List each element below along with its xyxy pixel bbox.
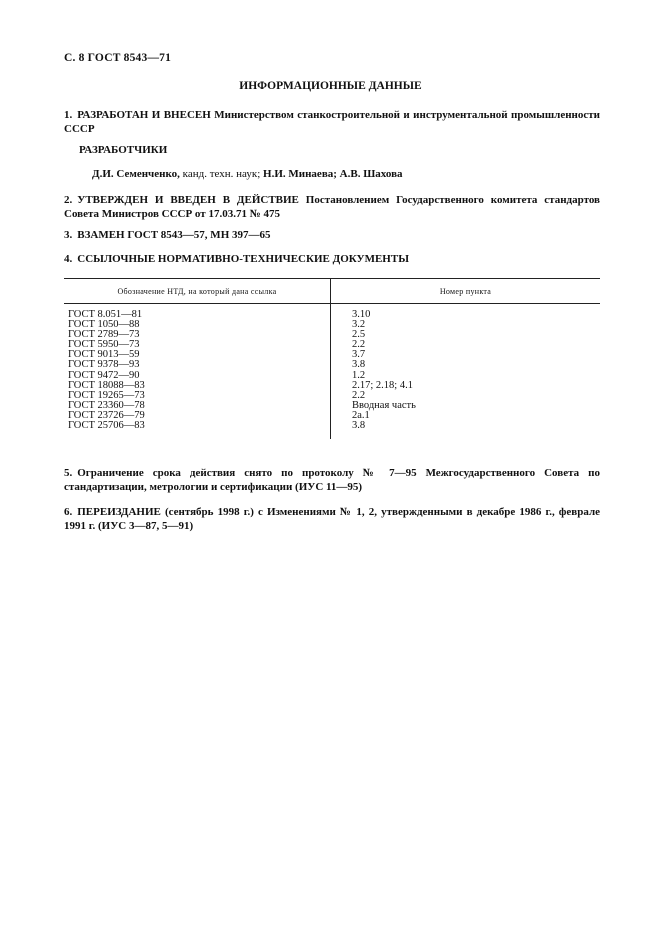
item-approved <box>64 193 600 221</box>
cell-document: ГОСТ 2789—73 <box>64 330 331 340</box>
cell-clause: 2.17; 2.18; 4.1 <box>352 379 413 391</box>
developer-name: Д.И. Семенченко, <box>92 168 180 180</box>
table-body <box>64 304 600 440</box>
item-number: 5. <box>64 467 73 479</box>
item-number: 4. <box>64 253 73 265</box>
page-header: С. 8 ГОСТ 8543—71 <box>64 52 172 64</box>
cell-clause: 2а.1 <box>352 409 370 421</box>
item-text: Министерством станкостроительной и инструментальной промышленности СССР <box>64 109 601 135</box>
document-title: ИНФОРМАЦИОННЫЕ ДАННЫЕ <box>239 80 422 92</box>
cell-document: ГОСТ 9378—93 <box>64 360 331 370</box>
item-text: Постановлением Государственного комитета стандартов Совета Министров СССР от 17.03.71 № 475 <box>64 194 601 220</box>
table-row <box>64 340 600 350</box>
item-number: 1. <box>64 109 73 121</box>
cell-document: ГОСТ 18088—83 <box>64 381 331 391</box>
cell-clause: 2.2 <box>352 339 366 351</box>
item-number: 2. <box>64 194 73 206</box>
cell-clause: 3.7 <box>352 349 366 361</box>
item-number: 3. <box>64 229 73 241</box>
developers-list <box>92 168 403 180</box>
cell-document: ГОСТ 8.051—81 <box>64 304 331 321</box>
developer-names: Н.И. Минаева; А.В. Шахова <box>263 168 403 180</box>
table-row <box>64 350 600 360</box>
cell-clause: 2.2 <box>352 389 366 401</box>
cell-document: ГОСТ 1050—88 <box>64 320 331 330</box>
item-lead: ПЕРЕИЗДАНИЕ (сентябрь 1998 г.) с Изменениями № 1, 2, утвержденными в декабре 1986 г., феврале 1991 г. (ИУС 3—87, 5—91) <box>64 506 600 532</box>
cell-document: ГОСТ 23726—79 <box>64 411 331 421</box>
cell-document: ГОСТ 25706—83 <box>64 421 331 439</box>
table-row <box>64 320 600 330</box>
item-lead: РАЗРАБОТАН И ВНЕСЕН <box>77 109 211 121</box>
table-row <box>64 330 600 340</box>
cell-clause: 3.8 <box>352 420 366 432</box>
item-reference-docs <box>64 252 600 266</box>
item-developed-by <box>64 108 600 136</box>
cell-clause: 3.8 <box>352 359 366 371</box>
item-reissue <box>64 505 600 533</box>
table-row <box>64 421 600 439</box>
cell-clause: Вводная часть <box>352 399 416 411</box>
table-header-row <box>64 279 600 304</box>
reference-table <box>64 278 600 439</box>
item-lead: Ограничение срока действия снято по протоколу № 7—95 Межгосударственного Совета по стандартизации, метрологии и сертификации (ИУС 11—95) <box>64 467 600 493</box>
cell-clause: 3.2 <box>352 319 366 331</box>
table-row <box>64 304 600 321</box>
item-validity <box>64 466 600 494</box>
item-lead: ВЗАМЕН ГОСТ 8543—57, МН 397—65 <box>77 229 271 241</box>
column-header-document: Обозначение НТД, на который дана ссылка <box>64 279 331 304</box>
cell-clause: 2.5 <box>352 329 366 341</box>
cell-document: ГОСТ 19265—73 <box>64 391 331 401</box>
table-row <box>64 360 600 370</box>
item-number: 6. <box>64 506 73 518</box>
developer-degree: канд. техн. наук; <box>179 168 264 180</box>
item-replaces <box>64 228 600 242</box>
item-lead: УТВЕРЖДЕН И ВВЕДЕН В ДЕЙСТВИЕ <box>77 194 299 206</box>
cell-document: ГОСТ 23360—78 <box>64 401 331 411</box>
cell-document: ГОСТ 9472—90 <box>64 371 331 381</box>
item-lead: ССЫЛОЧНЫЕ НОРМАТИВНО-ТЕХНИЧЕСКИЕ ДОКУМЕНТЫ <box>77 253 409 265</box>
cell-document: ГОСТ 9013—59 <box>64 350 331 360</box>
cell-document: ГОСТ 5950—73 <box>64 340 331 350</box>
developers-title: РАЗРАБОТЧИКИ <box>79 144 168 156</box>
column-header-clause: Номер пункта <box>331 279 601 304</box>
cell-clause: 1.2 <box>352 369 366 381</box>
cell-clause: 3.10 <box>352 309 371 320</box>
